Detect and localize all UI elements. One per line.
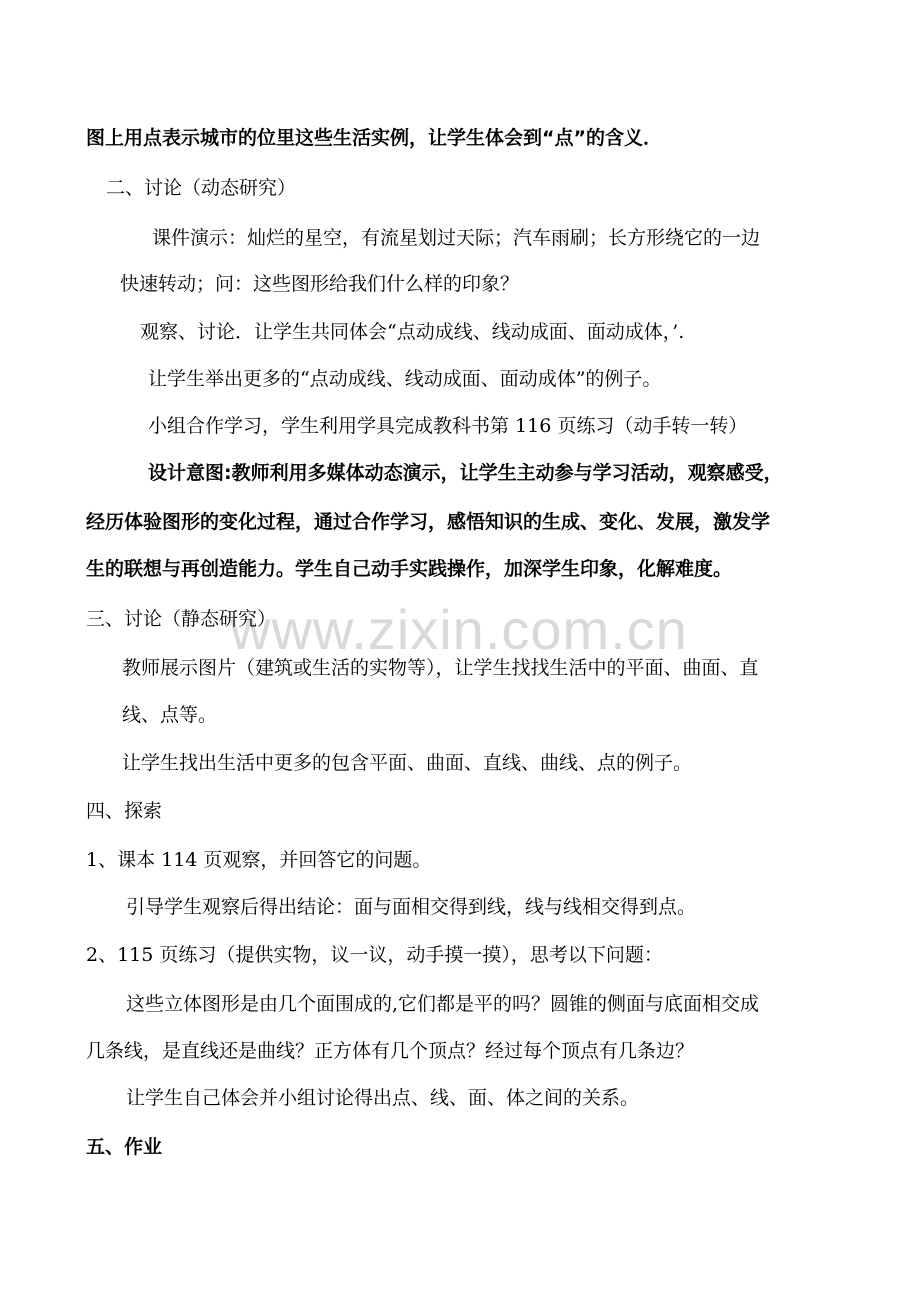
text-line-3: 课件演示：灿烂的星空，有流星划过天际；汽车雨刷；长方形绕它的一边 <box>152 227 761 249</box>
text-line-20: 几条线，是直线还是曲线？正方体有几个顶点？经过每个顶点有几条边？ <box>86 1040 695 1062</box>
design-intent-line-3: 生的联想与再创造能力。学生自己动手实践操作，加深学生印象，化解难度。 <box>86 558 733 580</box>
text-line-4: 快速转动；问：这些图形给我们什么样的印象？ <box>120 273 520 295</box>
text-line-12: 教师展示图片（建筑或生活的实物等），让学生找找生活中的平面、曲面、直 <box>122 657 759 679</box>
heading-discussion-static: 三、讨论（静态研究） <box>86 608 277 630</box>
design-intent-line-2: 经历体验图形的变化过程，通过合作学习，感悟知识的生成、变化、发展，激发学 <box>86 511 771 533</box>
text-line-6: 让学生举出更多的“点动成线、线动成面、面动成体”的例子。 <box>148 368 662 390</box>
heading-homework: 五、作业 <box>86 1136 163 1158</box>
text-line-16: 1、课本 114 页观察，并回答它的问题。 <box>86 849 432 871</box>
text-line-21: 让学生自己体会并小组讨论得出点、线、面、体之间的关系。 <box>126 1087 640 1109</box>
text-line-7: 小组合作学习，学生利用学具完成教科书第 116 页练习（动手转一转） <box>148 415 748 437</box>
text-line-14: 让学生找出生活中更多的包含平面、曲面、直线、曲线、点的例子。 <box>122 752 693 774</box>
text-line-1: 图上用点表示城市的位里这些生活实例，让学生体会到“点”的含义． <box>86 127 662 149</box>
text-line-19: 这些立体图形是由几个面围成的,它们都是平的吗？圆锥的侧面与底面相交成 <box>126 993 760 1015</box>
heading-discussion-dynamic: 二、讨论（动态研究） <box>106 177 297 199</box>
design-intent-line-1: 设计意图:教师利用多媒体动态演示，让学生主动参与学习活动，观察感受， <box>148 462 783 484</box>
text-line-5: 观察、讨论．让学生共同体会“点动成线、线动成面、面动成体，’. <box>140 321 685 343</box>
text-line-17: 引导学生观察后得出结论：面与面相交得到线，线与线相交得到点。 <box>126 896 697 918</box>
text-line-13: 线、点等。 <box>122 704 218 726</box>
text-line-18: 2、115 页练习（提供实物，议一议，动手摸一摸），思考以下问题： <box>86 944 663 966</box>
watermark: www.zixin.com.cn <box>230 598 688 661</box>
heading-explore: 四、探索 <box>86 800 163 822</box>
